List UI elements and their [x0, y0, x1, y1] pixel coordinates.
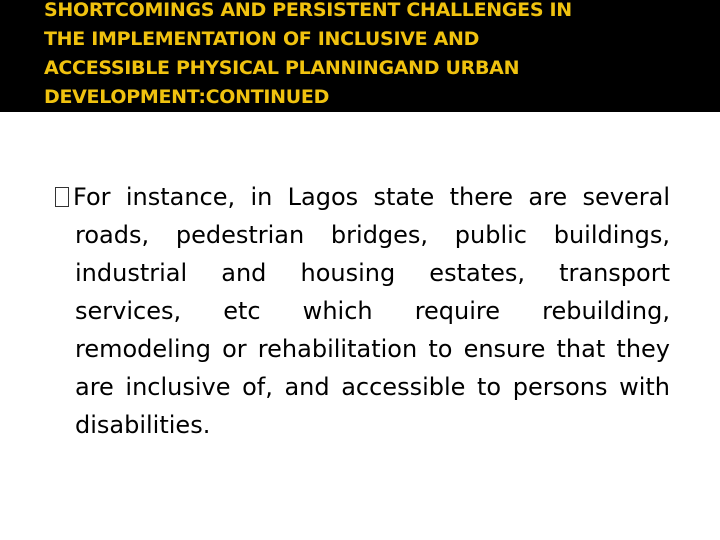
title-bar — [0, 0, 720, 112]
slide-title: SHORTCOMINGS AND PERSISTENT CHALLENGES IN THE IMPLEMENTATION OF INCLUSIVE AND ACCESSIBLE PHYSICAL PLANNINGAND URBAN DEVELOPMENT:CONTINUED — [44, 0, 572, 108]
bullet-paragraph — [55, 178, 670, 444]
bullet-text: For instance, in Lagos state there are several roads, pedestrian bridges, public buildings, industrial and housing estates, transport services, etc which require rebuilding, remodeling or rehabilitation to ensure that they are inclusive of, and accessible to persons with disabilities. — [73, 183, 670, 439]
missing-glyph-box-icon — [55, 187, 69, 207]
